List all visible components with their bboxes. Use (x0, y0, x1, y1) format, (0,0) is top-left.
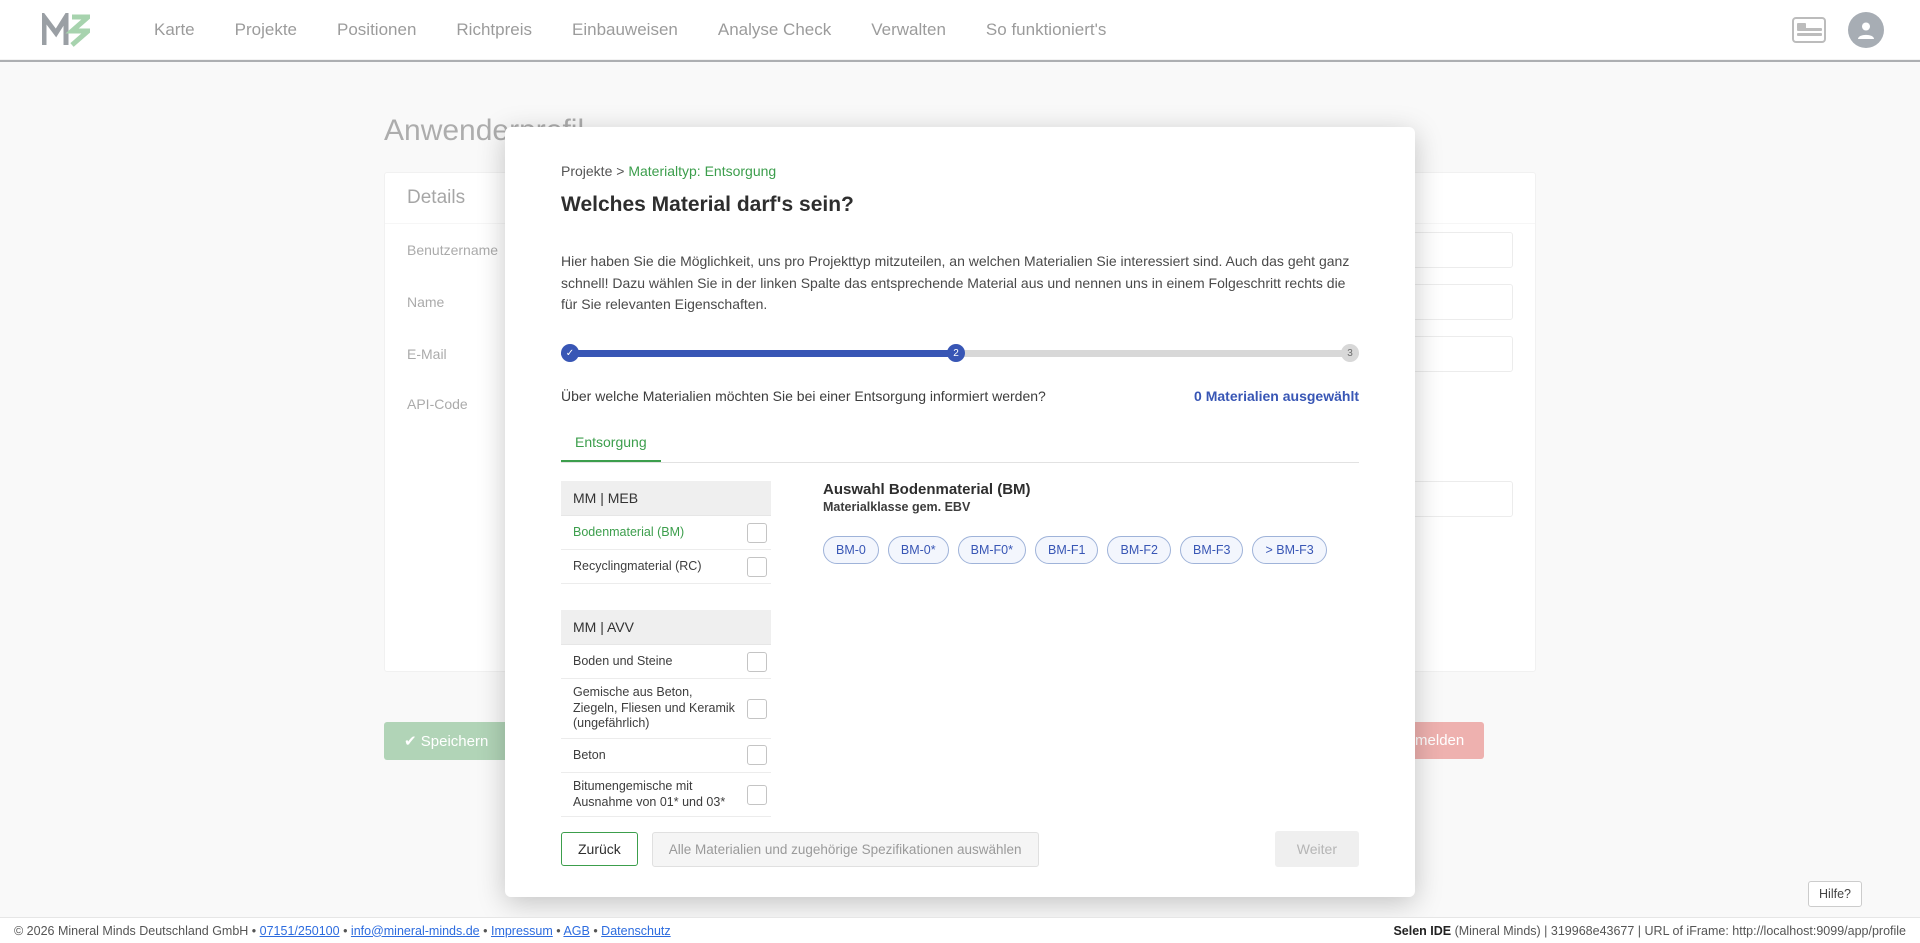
question-row (561, 388, 1359, 404)
footer-sep-2: • (479, 923, 491, 938)
help-badge[interactable]: Hilfe? (1808, 881, 1862, 907)
material-label-gemische: Gemische aus Beton, Ziegeln, Fliesen und Keramik (ungefährlich) (573, 685, 735, 731)
question-text: Über welche Materialien möchten Sie bei einer Entsorgung informiert werden? (561, 388, 1046, 405)
material-label-beton: Beton (573, 747, 606, 762)
chip-greater-bm-f3[interactable]: > BM-F3 (1252, 536, 1326, 564)
footer-sep-1: • (339, 923, 351, 938)
step-2-active[interactable]: 2 (947, 344, 965, 362)
chip-bm-f2[interactable]: BM-F2 (1107, 536, 1171, 564)
footer-left (14, 924, 671, 938)
next-button[interactable]: Weiter (1275, 831, 1359, 867)
material-checkbox-boden-und-steine[interactable] (747, 652, 767, 672)
footer-status-detail: (Mineral Minds) | 319968e43677 | URL of iFrame: http://localhost:9099/app/profile (1451, 923, 1906, 938)
chip-bm-0[interactable]: BM-0 (823, 536, 879, 564)
footer-impressum-link[interactable]: Impressum (490, 923, 553, 938)
breadcrumb-root[interactable]: Projekte > (561, 163, 629, 179)
material-label-bodenmaterial: Bodenmaterial (BM) (573, 524, 685, 539)
group-header-mm-avv: MM | AVV (561, 610, 771, 645)
material-row-beton[interactable] (561, 739, 771, 773)
material-selection-modal (505, 127, 1415, 897)
material-label-bitumengemische: Bitumengemische mit Ausnahme von 01* und 03* (573, 778, 726, 809)
footer-sep-3: • (552, 923, 564, 938)
footer-status (1393, 924, 1906, 938)
material-checkbox-gemische[interactable] (747, 699, 767, 719)
chip-bm-f3[interactable]: BM-F3 (1180, 536, 1244, 564)
breadcrumb-current[interactable]: Materialtyp: Entsorgung (628, 163, 777, 179)
material-label-recyclingmaterial: Recyclingmaterial (RC) (573, 558, 702, 573)
step-1-done[interactable]: ✓ (561, 344, 579, 362)
chip-bm-f0-star[interactable]: BM-F0* (958, 536, 1026, 564)
step-3-inactive[interactable]: 3 (1341, 344, 1359, 362)
modal-heading: Welches Material darf's sein? (561, 193, 854, 216)
footer-datenschutz-link[interactable]: Datenschutz (601, 923, 671, 938)
specification-column (771, 481, 1359, 817)
specification-subtitle: Materialklasse gem. EBV (823, 500, 971, 515)
material-label-boden-und-steine: Boden und Steine (573, 653, 673, 668)
footer-agb-link[interactable]: AGB (563, 923, 590, 938)
group-header-mm-meb: MM | MEB (561, 481, 771, 516)
material-checkbox-recyclingmaterial[interactable] (747, 557, 767, 577)
tab-bar (561, 426, 1359, 463)
specification-title: Auswahl Bodenmaterial (BM) (823, 481, 1031, 499)
material-row-bitumengemische[interactable] (561, 773, 771, 817)
footer-phone-link[interactable]: 07151/250100 (259, 923, 340, 938)
back-button[interactable]: Zurück (561, 832, 638, 866)
footer-email-link[interactable]: info@mineral-minds.de (350, 923, 480, 938)
material-row-bodenmaterial[interactable] (561, 516, 771, 550)
material-row-gemische[interactable] (561, 679, 771, 739)
select-all-materials-button[interactable]: Alle Materialien und zugehörige Spezifikationen auswählen (652, 832, 1039, 867)
footer-copyright: © 2026 Mineral Minds Deutschland GmbH • (14, 923, 260, 938)
material-checkbox-bitumengemische[interactable] (747, 785, 767, 805)
page-footer (0, 917, 1920, 943)
tab-entsorgung[interactable]: Entsorgung (561, 426, 661, 462)
modal-intro-text: Hier haben Sie die Möglichkeit, uns pro Projekttyp mitzuteilen, an welchen Materialien Sie interessiert sind. Auch das geht ganz schnell! Dazu wählen Sie in der linken Spalte das entsprechende Material aus und nennen uns in einem Folgeschritt rechts die für Sie relevanten Eigenschaften. (561, 253, 1350, 313)
modal-footer (561, 831, 1359, 867)
modal-content (561, 481, 1359, 817)
material-list-column (561, 481, 771, 817)
selected-count-badge: 0 Materialien ausgewählt (1194, 388, 1359, 405)
material-checkbox-beton[interactable] (747, 745, 767, 765)
material-checkbox-bodenmaterial[interactable] (747, 523, 767, 543)
wizard-stepper (561, 344, 1359, 362)
material-row-recyclingmaterial[interactable] (561, 550, 771, 584)
footer-sep-4: • (589, 923, 602, 938)
breadcrumb (561, 163, 1359, 179)
material-row-boden-und-steine[interactable] (561, 645, 771, 679)
footer-status-app: Selen IDE (1393, 923, 1452, 938)
stepper-progress-fill (561, 350, 956, 357)
material-class-chip-group (823, 536, 1359, 564)
chip-bm-0-star[interactable]: BM-0* (888, 536, 949, 564)
chip-bm-f1[interactable]: BM-F1 (1035, 536, 1099, 564)
